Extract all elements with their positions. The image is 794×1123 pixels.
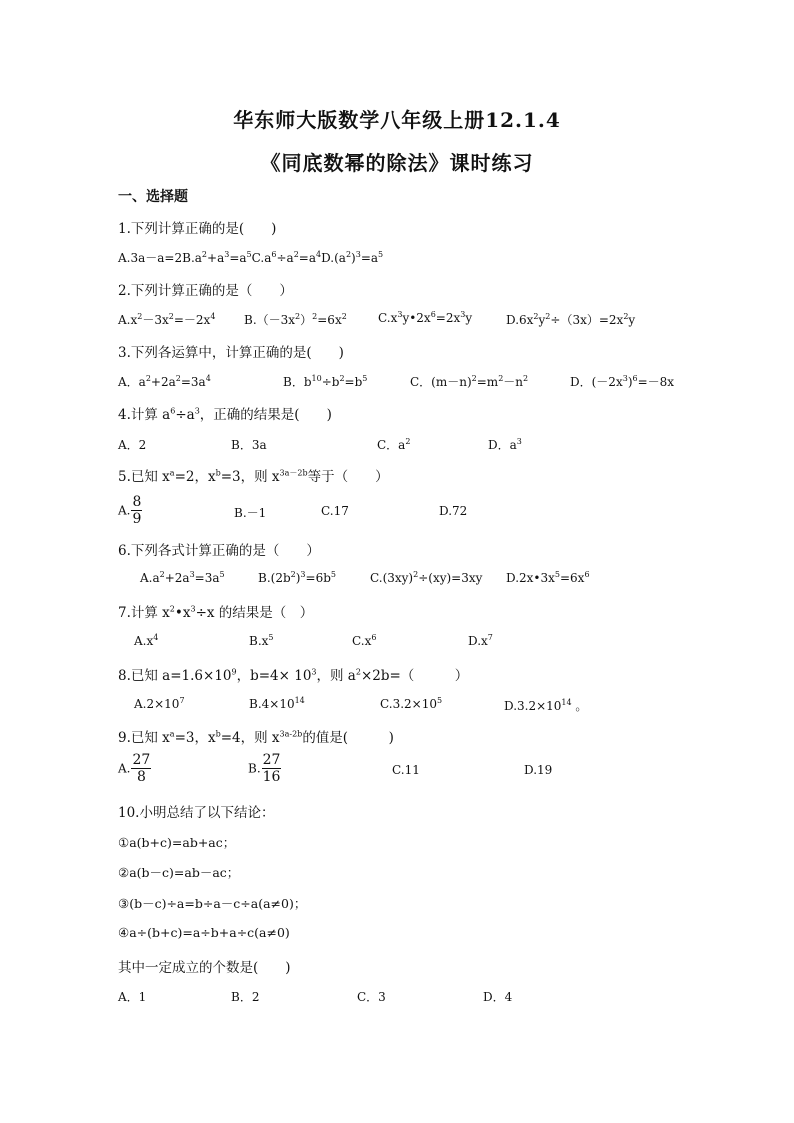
q2-option-d: $D.6x^2y^2\div(3x)=2x^2y$ xyxy=(506,312,636,327)
q9-option-c: C.11 xyxy=(392,763,420,777)
q1-option-c: $C.a^6\div a^2=a^4$ xyxy=(251,250,322,265)
q5-option-b: B.－1 xyxy=(234,506,267,520)
question-1-stem: 1.下列计算正确的是( ) xyxy=(118,221,277,237)
question-5-stem: 5.已知 $x^a=2$，$x^b=3$，则 $x^{3a-2b}$等于（ ） xyxy=(118,468,389,485)
question-8-stem: 8.已知 $a=1.6\times 10^9$，$b=4\times 10^3$，则 $a^2\times 2b=$（ ） xyxy=(118,667,469,684)
q4-option-c: C．$a^2$ xyxy=(377,437,411,452)
question-5-options xyxy=(118,494,518,530)
q6-option-b: $B.(2b^2)^3=6b^5$ xyxy=(258,570,336,585)
q3-option-c: C．$(m-n)^2=m^2-n^2$ xyxy=(410,374,529,389)
q1-option-d: $D.(a^2)^3=a^5$ xyxy=(321,250,384,265)
question-6-stem: 6.下列各式计算正确的是（ ） xyxy=(118,543,320,559)
q6-option-d: $D.2x•3x^5=6x^6$ xyxy=(506,570,590,585)
q5-option-a-fraction: $\frac{8}{9}$ xyxy=(132,494,142,527)
q7-option-d: $D.x^7$ xyxy=(468,633,493,648)
q10-option-d: D．4 xyxy=(483,990,513,1004)
q5-option-a: A. $\frac{8}{9}$ xyxy=(118,494,142,527)
q8-option-c: $C.3.2\times 10^5$ xyxy=(380,696,443,711)
q6-option-c: $C.(3xy)^2\div(xy)=3xy$ xyxy=(370,570,483,585)
q9-option-d: D.19 xyxy=(524,763,553,777)
q4-option-d: D．$a^3$ xyxy=(488,437,522,452)
q10-question: 其中一定成立的个数是( ) xyxy=(118,960,291,976)
document-title-line1: 华东师大版数学八年级上册12.1.4 xyxy=(233,108,561,132)
q2-option-b: $B.(-3x^2)^2=6x^2$ xyxy=(244,312,347,327)
question-7-stem: 7.计算 $x^2•x^3\div x$ 的结果是（ ） xyxy=(118,604,314,621)
q5-option-d: D.72 xyxy=(439,504,468,518)
question-10-stem: 10.小明总结了以下结论： xyxy=(118,805,275,821)
q1-option-a: A.3a－a=2 xyxy=(118,251,183,265)
q3-option-b: B．$b^{10}\div b^2=b^5$ xyxy=(283,374,368,389)
document-title-line2: 《同底数幂的除法》课时练习 xyxy=(260,151,534,175)
q6-option-a: $A.a^2+2a^3=3a^5$ xyxy=(140,570,225,585)
q3-option-d: D．$(-2x^3)^6=-8x$ xyxy=(570,374,675,389)
question-2-options xyxy=(118,311,678,327)
q10-option-a: A．1 xyxy=(118,990,147,1004)
q10-statement-1: ①a(b+c)=ab+ac； xyxy=(118,835,236,850)
q7-option-a: $A.x^4$ xyxy=(134,633,159,648)
q2-option-a: $A.x^2-3x^2=-2x^4$ xyxy=(118,312,216,327)
question-8-options xyxy=(134,697,634,713)
q8-option-b: $B.4\times 10^{14}$ xyxy=(249,696,305,711)
question-9-stem: 9.已知 $x^a=3$，$x^b=4$，则 $x^{3a-2b}$的值是( ) xyxy=(118,729,394,746)
q5-option-c: C.17 xyxy=(321,504,349,518)
q9-option-a-fraction: $\frac{27}{8}$ xyxy=(132,752,151,785)
q10-statement-2: ②a(b－c)=ab－ac； xyxy=(118,865,240,880)
q9-option-b-fraction: $\frac{27}{16}$ xyxy=(262,752,281,785)
question-4-options xyxy=(118,436,538,452)
question-4-stem: 4.计算 $a^6\div a^3$，正确的结果是( ) xyxy=(118,406,332,423)
q10-option-b: B．2 xyxy=(231,990,260,1004)
question-3-options xyxy=(118,373,698,389)
q7-option-c: $C.x^6$ xyxy=(352,633,377,648)
question-3-stem: 3.下列各运算中，计算正确的是( ) xyxy=(118,345,344,361)
q10-statement-3: ③(b－c)÷a=b÷a－c÷a(a≠0)； xyxy=(118,896,307,911)
question-1-options xyxy=(118,249,383,266)
section-heading-choice: 一、选择题 xyxy=(118,189,188,205)
question-9-options xyxy=(118,752,578,790)
question-7-options xyxy=(134,634,534,650)
q4-option-b: B．3a xyxy=(231,438,267,452)
q9-option-a: A. $\frac{27}{8}$ xyxy=(118,752,151,785)
q10-statement-4: ④a÷(b+c)=a÷b+a÷c(a≠0) xyxy=(118,925,290,940)
q2-option-c: $C.x^3y•2x^6=2x^3y$ xyxy=(378,310,473,325)
q7-option-b: $B.x^5$ xyxy=(249,633,274,648)
q9-option-b: B. $\frac{27}{16}$ xyxy=(248,752,281,785)
question-10-options xyxy=(118,988,538,1004)
q10-option-c: C．3 xyxy=(357,990,386,1004)
q4-option-a: A．2 xyxy=(118,438,147,452)
q3-option-a: A．$a^2+2a^2=3a^4$ xyxy=(118,374,211,389)
question-6-options xyxy=(140,571,620,587)
question-2-stem: 2.下列计算正确的是（ ） xyxy=(118,283,293,299)
q8-option-d: $D.3.2\times 10^{14}$ 。 xyxy=(504,698,588,713)
q8-option-a: $A.2\times 10^7$ xyxy=(134,696,185,711)
q1-option-b: $B.a^2+a^3=a^5$ xyxy=(182,250,252,265)
